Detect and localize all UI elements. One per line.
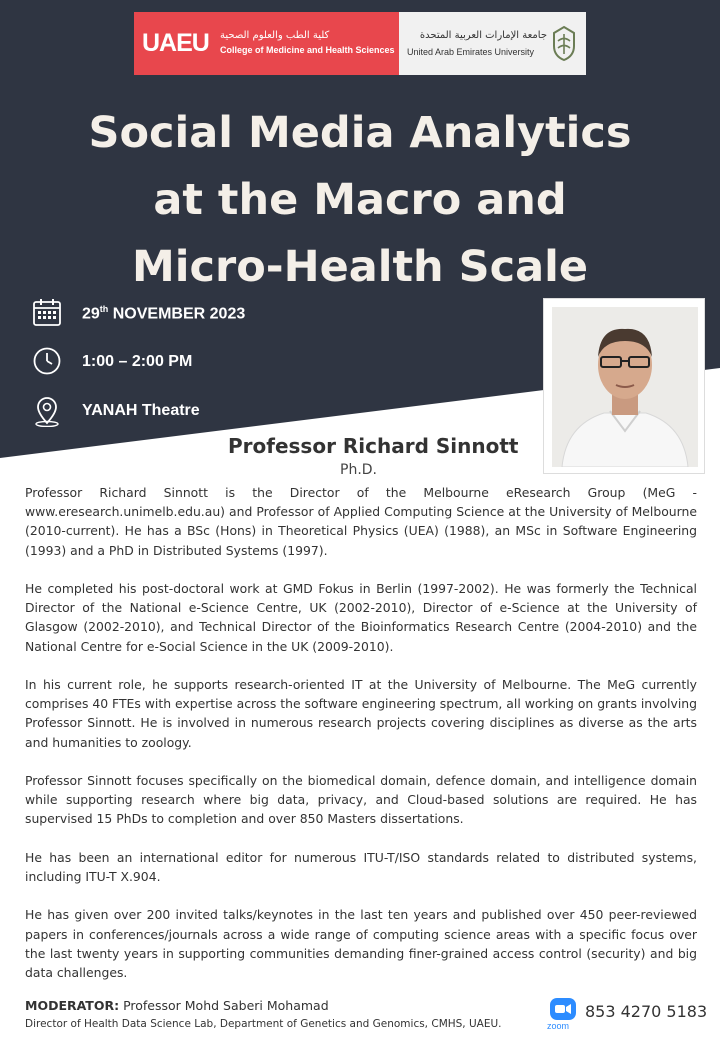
event-venue: YANAH Theatre (82, 402, 200, 419)
bio-paragraph: Professor Richard Sinnott is the Director of the Melbourne eResearch Group (MeG - www.eresearch.unimelb.edu.au) and Professor of Applied Computing Science at the University of Melbourne (2010-current). He has a BSc (Hons) in Theoretical Physics (UEA) (1988), an MSc in Software Engineering (1993) and a PhD in Distributed Systems (1997). (25, 485, 697, 558)
college-logo-short: UAEU (142, 29, 209, 57)
event-title (40, 100, 680, 301)
speaker-photo (552, 307, 698, 467)
moderator-name: Professor Mohd Saberi Mohamad (119, 998, 329, 1013)
university-logo-english: United Arab Emirates University (407, 47, 535, 57)
bio-paragraph: He has been an international editor for numerous ITU-T/ISO standards related to distributed systems, including ITU-T X.904. (25, 849, 697, 884)
university-logo (399, 12, 586, 75)
speaker-degree: Ph.D. (340, 462, 377, 478)
speaker-photo-frame (543, 298, 705, 474)
event-title-line: Social Media Analytics (88, 108, 632, 158)
speaker-name: Professor Richard Sinnott (228, 434, 519, 458)
zoom-meeting-id[interactable]: 853 4270 5183 (585, 1002, 708, 1021)
college-logo-arabic: كلية الطب والعلوم الصحية (220, 30, 330, 41)
speaker-bio (25, 483, 697, 1001)
event-date: 29th NOVEMBER 2023 (82, 304, 246, 323)
bio-paragraph: Professor Sinnott focuses specifically on the biomedical domain, defence domain, and intelligence domain while supporting research where big data, privacy, and Cloud-based solutions are required. He has supervised 15 PhDs to completion and over 850 Masters dissertations. (25, 773, 697, 827)
event-title-line: at the Macro and (153, 175, 567, 225)
event-time: 1:00 – 2:00 PM (82, 353, 193, 370)
bio-paragraph: He has given over 200 invited talks/keynotes in the last ten years and published over 450 peer-reviewed papers in conferences/journals across a wide range of computing science areas with a specific focus over the last twenty years in supporting communities demanding finer-grained access control (security) and big data challenges. (25, 907, 697, 980)
moderator (25, 998, 329, 1013)
college-logo-english: College of Medicine and Health Sciences (220, 45, 395, 55)
bio-paragraph: In his current role, he supports research-oriented IT at the University of Melbourne. The MeG currently comprises 40 FTEs with expertise across the software engineering spectrum, all working on grants involving Professor Sinnott. He is involved in numerous research projects covering disciplines as diverse as the arts and humanities to zoology. (25, 677, 697, 750)
moderator-affiliation: Director of Health Data Science Lab, Department of Genetics and Genomics, CMHS, UAEU. (25, 1018, 502, 1030)
event-title-line: Micro-Health Scale (131, 242, 589, 292)
college-logo (134, 12, 399, 75)
university-crest-icon (549, 24, 579, 62)
moderator-label: MODERATOR: (25, 998, 120, 1013)
clock-icon (32, 346, 62, 376)
university-logo-arabic: جامعة الإمارات العربية المتحدة (419, 30, 547, 41)
calendar-icon (32, 297, 62, 327)
zoom-label: zoom (547, 1021, 570, 1031)
bio-paragraph: He completed his post-doctoral work at GMD Fokus in Berlin (1997-2002). He was formerly the Technical Director of the National e-Science Centre, UK (2002-2010), Director of e-Science at the University of Glasgow (2002-2010), and Technical Director of the Bioinformatics Research Centre (2004-2010) and the National Centre for e-Social Science in the UK (2009-2010). (25, 581, 697, 654)
location-pin-icon (32, 395, 62, 427)
